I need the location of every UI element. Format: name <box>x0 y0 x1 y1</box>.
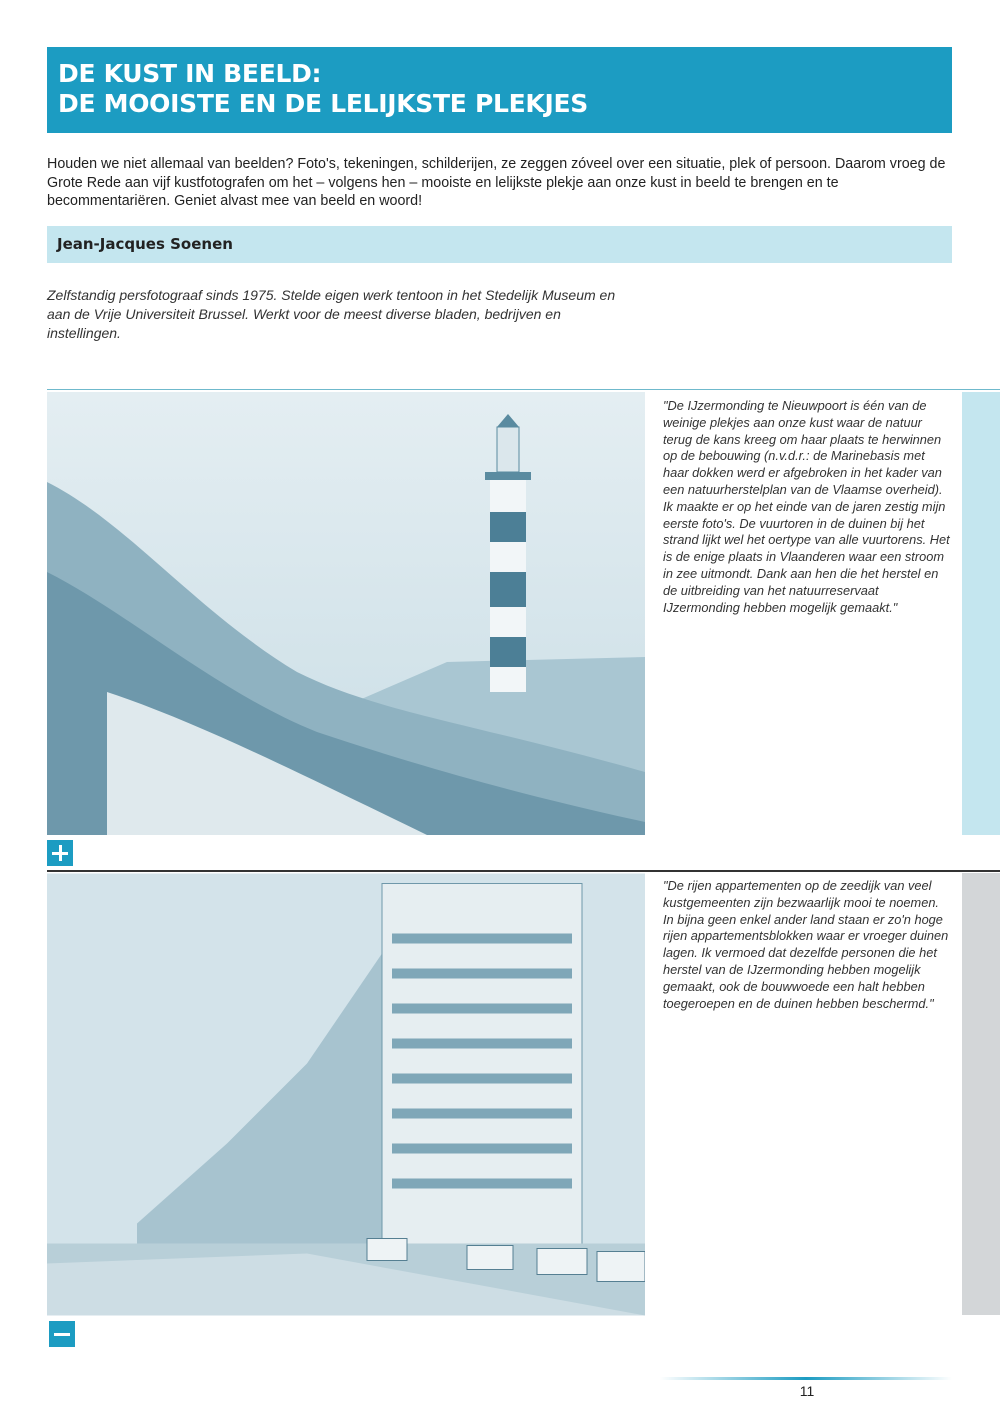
intro-paragraph: Houden we niet allemaal van beelden? Foto's, tekeningen, schilderijen, ze zeggen zóveel over een situatie, plek of persoon. Daarom vroeg de Grote Rede aan vijf kustfotografen om het – volgens hen – mooiste en lelijkste plekje aan onze kust in beeld te brengen en te becommentariëren. Geniet alvast mee van beeld en woord! <box>47 156 946 209</box>
page-number: 11 <box>799 1383 815 1399</box>
quote-negative: "De rijen appartementen op de zeedijk van veel kustgemeenten zijn bezwaarlijk mooi te noemen. In bijna geen enkel ander land staan er zo'n hoge rijen appartementsblokken waar er vroeger duinen lagen. Ik vermoed dat dezelfde personen die het herstel van de IJzermonding hebben mogelijk gemaakt, ook de bouwwoede een halt hebben toegeroepen en de duinen hebben beschermd." <box>663 878 949 1011</box>
photographer-name: Jean-Jacques Soenen <box>47 226 952 263</box>
plus-icon <box>47 840 73 866</box>
side-bar-positive <box>962 392 1000 835</box>
title-banner <box>47 47 952 133</box>
section-divider <box>47 870 1000 872</box>
photographer-bio: Zelfstandig persfotograaf sinds 1975. Stelde eigen werk tentoon in het Stedelijk Museum en aan de Vrije Universiteit Brussel. Werkt voor de meest diverse bladen, bedrijven en instellingen. <box>47 287 616 341</box>
side-bar-negative <box>962 873 1000 1315</box>
apartments-photo <box>47 873 645 1316</box>
quote-positive: "De IJzermonding te Nieuwpoort is één van de weinige plekjes aan onze kust waar de natuur terug de kans kreeg om haar plaats te herwinnen op de bebouwing (n.v.d.r.: de Marinebasis met haar dokken werd er afgebroken in het kader van een natuurherstelplan van de Vlaamse overheid). Ik maakte er op het einde van de jaren zestig mijn eerste foto's. De vuurtoren in de duinen bij het strand lijkt wel het oertype van alle vuurtorens. Het is de enige plaats in Vlaanderen waar een stroom in zee uitmondt. Dank aan hen die het herstel en de uitbreiding van het natuurreservaat IJzermonding hebben mogelijk gemaakt." <box>663 398 950 615</box>
section-divider <box>47 389 1000 390</box>
lighthouse-photo <box>47 392 645 835</box>
footer-line <box>660 1377 952 1380</box>
minus-icon <box>49 1321 75 1347</box>
title-line-2: DE MOOISTE EN DE LELIJKSTE PLEKJES <box>58 89 588 118</box>
title-line-1: DE KUST IN BEELD: <box>58 59 322 88</box>
